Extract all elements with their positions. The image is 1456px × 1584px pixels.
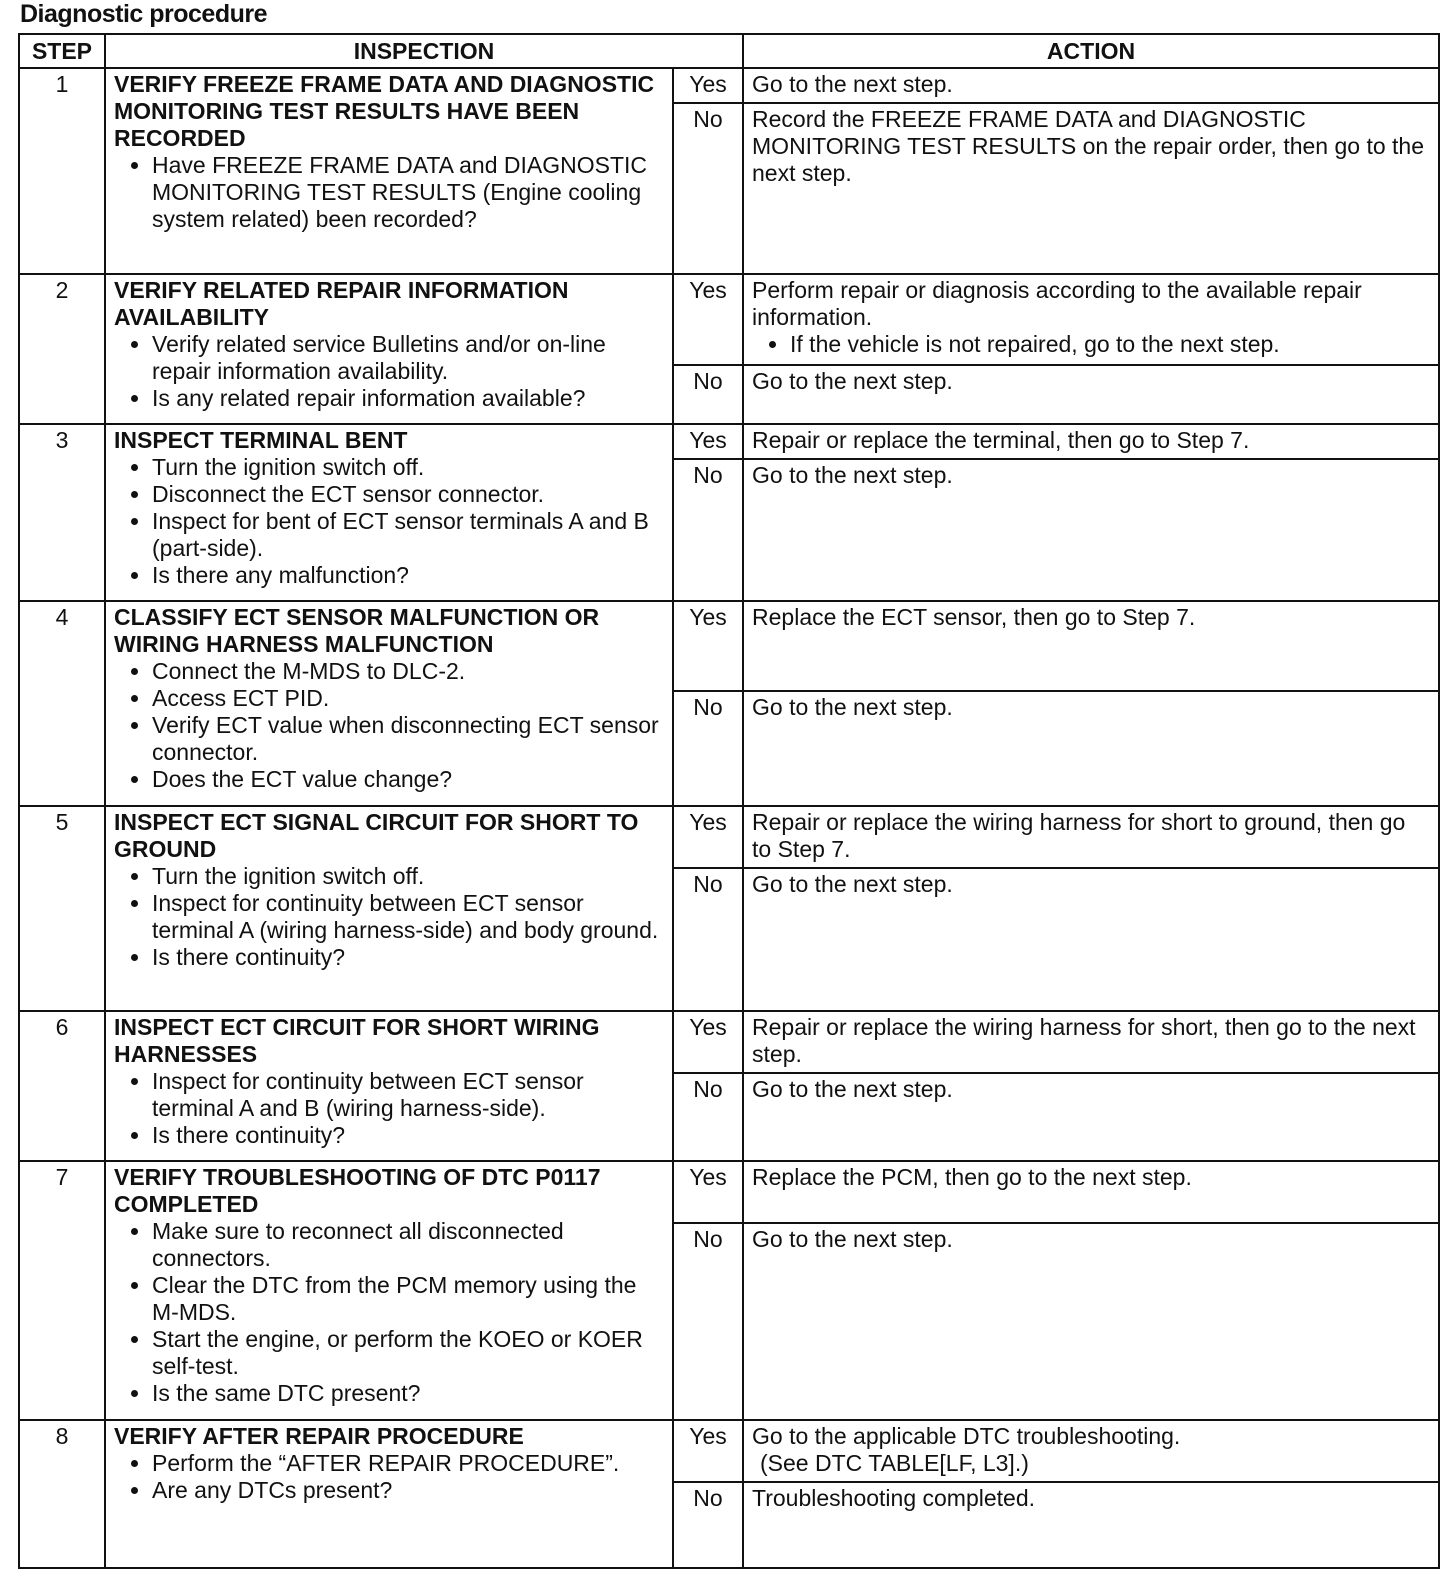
yes-action-note: (See DTC TABLE[LF, L3].) xyxy=(760,1450,1029,1477)
inspection-bullet: • Turn the ignition switch off. xyxy=(152,454,664,481)
inspection-bullet: • Is there continuity? xyxy=(152,1122,664,1149)
header-action: ACTION xyxy=(743,34,1439,68)
inspection-bullet: • Clear the DTC from the PCM memory using the M-MDS. xyxy=(152,1272,664,1326)
inspection-cell xyxy=(105,274,673,424)
inspection-bullet: • Inspect for bent of ECT sensor terminals A and B (part-side). xyxy=(152,508,664,562)
inspection-bullets xyxy=(114,1218,664,1407)
inspection-bullet: • Make sure to reconnect all disconnected connectors. xyxy=(152,1218,664,1272)
inspection-cell xyxy=(105,1420,673,1568)
table-row xyxy=(19,1011,1439,1073)
inspection-cell xyxy=(105,424,673,601)
table-row xyxy=(19,1420,1439,1482)
inspection-bullets xyxy=(114,1450,664,1504)
yes-action xyxy=(743,68,1439,103)
step-number: 7 xyxy=(19,1161,105,1420)
table-row xyxy=(19,1161,1439,1223)
inspection-cell xyxy=(105,1161,673,1420)
inspection-cell xyxy=(105,806,673,1011)
step-number: 5 xyxy=(19,806,105,1011)
inspection-title: INSPECT TERMINAL BENT xyxy=(114,427,408,454)
yes-action-text: Repair or replace the wiring harness for short to ground, then go to Step 7. xyxy=(752,809,1406,863)
yes-action-text: Go to the applicable DTC troubleshooting. xyxy=(752,1423,1181,1450)
inspection-bullet: • Turn the ignition switch off. xyxy=(152,863,664,890)
inspection-title: INSPECT ECT CIRCUIT FOR SHORT WIRING HARNESSES xyxy=(114,1014,600,1068)
no-action: Go to the next step. xyxy=(743,1073,1439,1161)
inspection-title: VERIFY FREEZE FRAME DATA AND DIAGNOSTIC MONITORING TEST RESULTS HAVE BEEN RECORDED xyxy=(114,71,655,151)
inspection-cell xyxy=(105,1011,673,1161)
no-action: Go to the next step. xyxy=(743,1223,1439,1420)
no-action: Go to the next step. xyxy=(743,365,1439,425)
no-label: No xyxy=(673,691,743,806)
header-row xyxy=(19,34,1439,68)
inspection-bullets xyxy=(114,1068,664,1149)
inspection-bullet: • Are any DTCs present? xyxy=(152,1477,664,1504)
yes-action xyxy=(743,1011,1439,1073)
inspection-bullet: • Does the ECT value change? xyxy=(152,766,664,793)
yes-label: Yes xyxy=(673,1161,743,1223)
no-action: Troubleshooting completed. xyxy=(743,1482,1439,1568)
inspection-title: VERIFY AFTER REPAIR PROCEDURE xyxy=(114,1423,524,1450)
no-action: Record the FREEZE FRAME DATA and DIAGNOSTIC MONITORING TEST RESULTS on the repair order, then go to the next step. xyxy=(743,103,1439,274)
table-row xyxy=(19,806,1439,868)
no-label: No xyxy=(673,1223,743,1420)
yes-action-text: Perform repair or diagnosis according to the available repair information. xyxy=(752,277,1362,331)
inspection-bullet: • Connect the M-MDS to DLC-2. xyxy=(152,658,664,685)
no-action: Go to the next step. xyxy=(743,459,1439,601)
step-number: 4 xyxy=(19,601,105,806)
table-row xyxy=(19,424,1439,459)
inspection-cell xyxy=(105,601,673,806)
yes-action-bullet: • If the vehicle is not repaired, go to the next step. xyxy=(790,331,1430,358)
inspection-title: INSPECT ECT SIGNAL CIRCUIT FOR SHORT TO GROUND xyxy=(114,809,639,863)
step-number: 2 xyxy=(19,274,105,424)
yes-action xyxy=(743,1161,1439,1223)
header-inspection: INSPECTION xyxy=(105,34,743,68)
inspection-bullet: • Verify ECT value when disconnecting ECT sensor connector. xyxy=(152,712,664,766)
yes-label: Yes xyxy=(673,806,743,868)
inspection-title: VERIFY TROUBLESHOOTING OF DTC P0117 COMPLETED xyxy=(114,1164,601,1218)
inspection-bullets xyxy=(114,454,664,589)
yes-label: Yes xyxy=(673,1420,743,1482)
no-action: Go to the next step. xyxy=(743,691,1439,806)
no-label: No xyxy=(673,1482,743,1568)
step-number: 3 xyxy=(19,424,105,601)
inspection-bullets xyxy=(114,152,664,233)
yes-label: Yes xyxy=(673,1011,743,1073)
inspection-bullet: • Perform the “AFTER REPAIR PROCEDURE”. xyxy=(152,1450,664,1477)
yes-action-bullets xyxy=(752,331,1430,358)
table-row xyxy=(19,601,1439,691)
yes-action xyxy=(743,601,1439,691)
no-label: No xyxy=(673,868,743,1012)
yes-action-text: Replace the PCM, then go to the next step. xyxy=(752,1164,1192,1191)
yes-label: Yes xyxy=(673,274,743,364)
no-label: No xyxy=(673,103,743,274)
inspection-bullet: • Verify related service Bulletins and/or on-line repair information availability. xyxy=(152,331,664,385)
table-body xyxy=(19,68,1439,1568)
yes-action xyxy=(743,1420,1439,1482)
page-title: Diagnostic procedure xyxy=(20,0,267,28)
step-number: 8 xyxy=(19,1420,105,1568)
inspection-bullet: • Is the same DTC present? xyxy=(152,1380,664,1407)
yes-action xyxy=(743,806,1439,868)
inspection-title: CLASSIFY ECT SENSOR MALFUNCTION OR WIRING HARNESS MALFUNCTION xyxy=(114,603,600,657)
inspection-bullet: • Have FREEZE FRAME DATA and DIAGNOSTIC MONITORING TEST RESULTS (Engine cooling system related) been recorded? xyxy=(152,152,664,233)
yes-action-text: Go to the next step. xyxy=(752,71,953,97)
inspection-bullets xyxy=(114,658,664,793)
diagnostic-table xyxy=(18,33,1440,1569)
yes-action-text: Replace the ECT sensor, then go to Step 7. xyxy=(752,603,1196,630)
inspection-bullet: • Disconnect the ECT sensor connector. xyxy=(152,481,664,508)
yes-label: Yes xyxy=(673,601,743,691)
yes-label: Yes xyxy=(673,68,743,103)
no-label: No xyxy=(673,365,743,425)
inspection-bullet: • Is there any malfunction? xyxy=(152,562,664,589)
yes-action-text: Repair or replace the wiring harness for short, then go to the next step. xyxy=(752,1014,1416,1068)
inspection-bullet: • Start the engine, or perform the KOEO or KOER self-test. xyxy=(152,1326,664,1380)
inspection-bullet: • Inspect for continuity between ECT sensor terminal A (wiring harness-side) and body ground. xyxy=(152,890,664,944)
table-row xyxy=(19,68,1439,103)
inspection-bullet: • Is any related repair information available? xyxy=(152,385,664,412)
no-label: No xyxy=(673,459,743,601)
no-action: Go to the next step. xyxy=(743,868,1439,1012)
inspection-cell xyxy=(105,68,673,274)
no-label: No xyxy=(673,1073,743,1161)
yes-action-text: Repair or replace the terminal, then go to Step 7. xyxy=(752,427,1250,454)
inspection-bullets xyxy=(114,863,664,971)
inspection-bullets xyxy=(114,331,664,412)
yes-label: Yes xyxy=(673,424,743,459)
inspection-bullet: • Is there continuity? xyxy=(152,944,664,971)
inspection-bullet: • Inspect for continuity between ECT sensor terminal A and B (wiring harness-side). xyxy=(152,1068,664,1122)
header-step: STEP xyxy=(19,34,105,68)
table-row xyxy=(19,274,1439,364)
inspection-title: VERIFY RELATED REPAIR INFORMATION AVAILABILITY xyxy=(114,277,569,331)
yes-action xyxy=(743,274,1439,364)
step-number: 6 xyxy=(19,1011,105,1161)
yes-action xyxy=(743,424,1439,459)
inspection-bullet: • Access ECT PID. xyxy=(152,685,664,712)
step-number: 1 xyxy=(19,68,105,274)
